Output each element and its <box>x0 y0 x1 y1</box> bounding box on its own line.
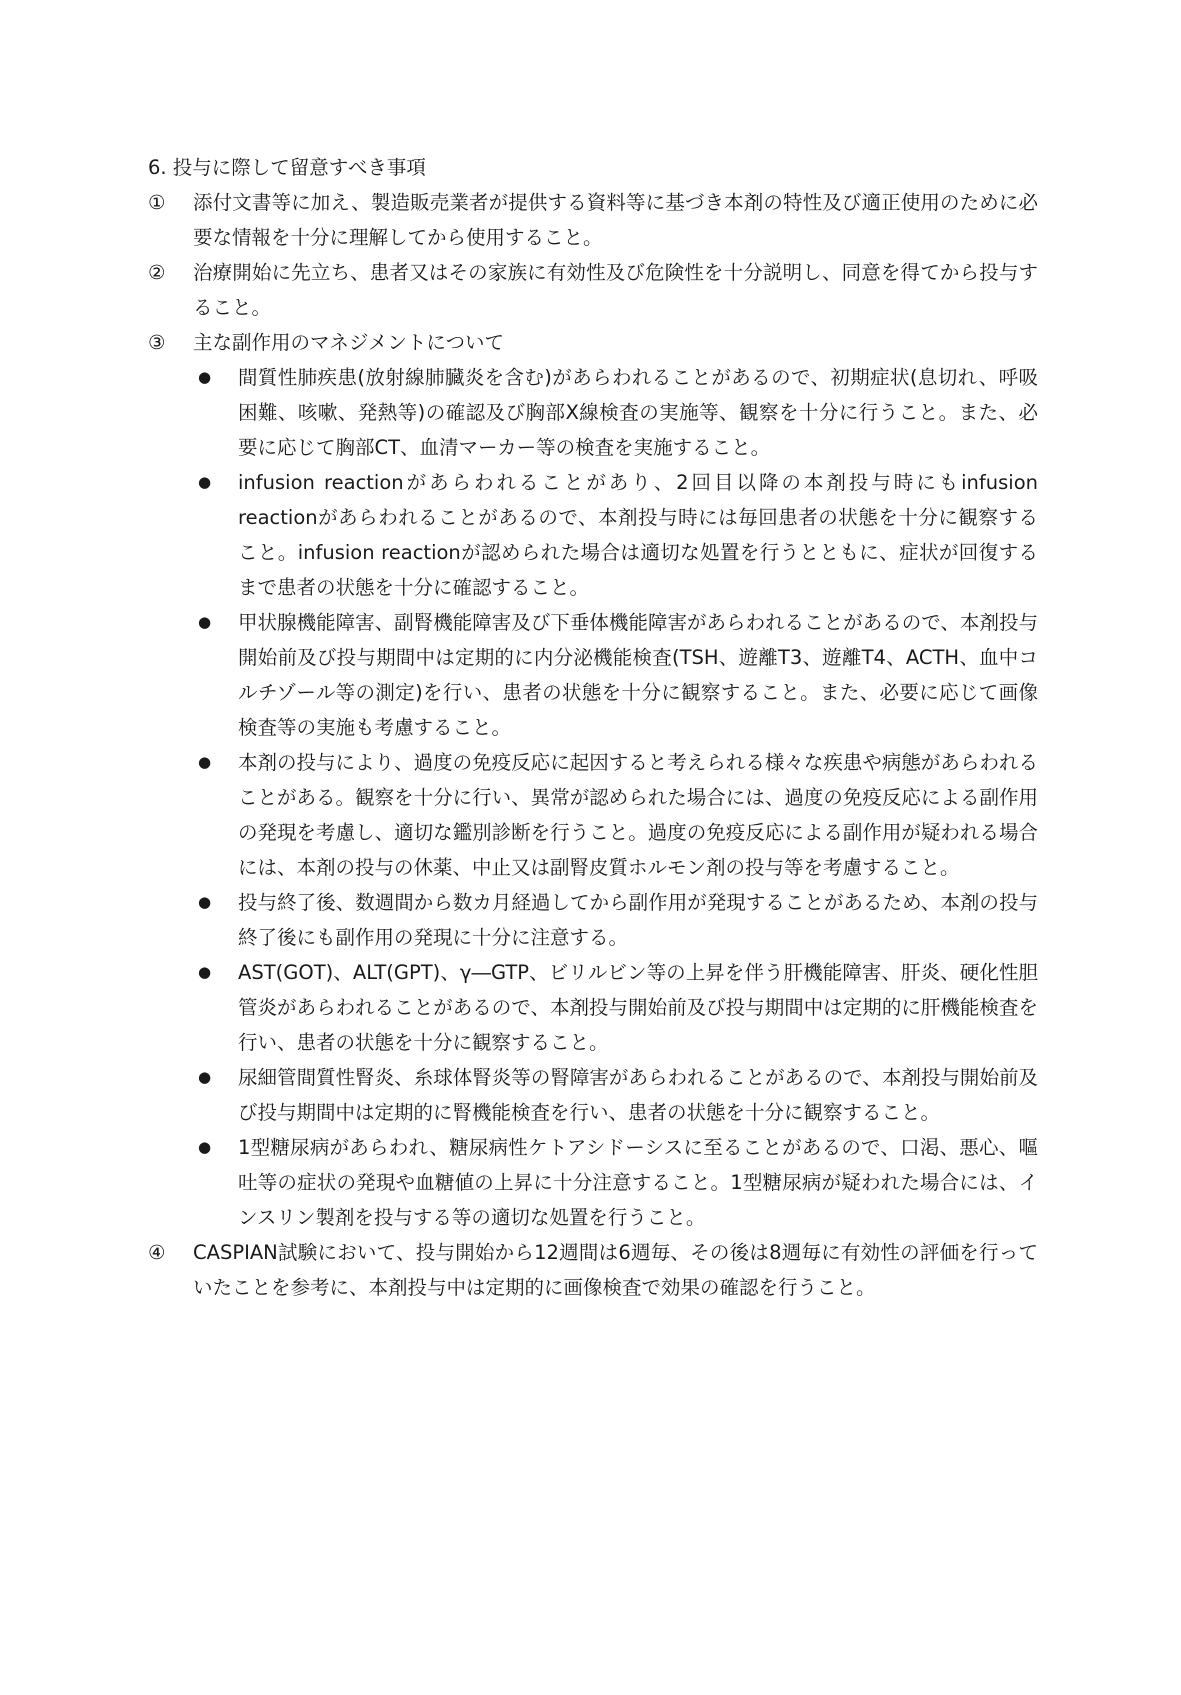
bullet-icon: ● <box>198 613 212 631</box>
bullet-list <box>193 360 1038 1235</box>
bullet-icon: ● <box>198 753 212 771</box>
bullet-icon: ● <box>198 963 212 981</box>
bullet-item <box>193 605 1038 745</box>
bullet-text: infusion reactionがあらわれることがあり、2回目以降の本剤投与時にもinfusion reactionがあらわれることがあるので、本剤投与時には毎回患者の状態を十分に観察すること。infusion reactionが認められた場合は適切な処置を行うとともに、症状が回復するまで患者の状態を十分に確認すること。 <box>238 471 1038 599</box>
bullet-text: 尿細管間質性腎炎、糸球体腎炎等の腎障害があらわれることがあるので、本剤投与開始前及び投与期間中は定期的に腎機能検査を行い、患者の状態を十分に観察すること。 <box>238 1066 1038 1124</box>
item-text: 添付文書等に加え、製造販売業者が提供する資料等に基づき本剤の特性及び適正使用のために必要な情報を十分に理解してから使用すること。 <box>193 191 1038 249</box>
bullet-text: 甲状腺機能障害、副腎機能障害及び下垂体機能障害があらわれることがあるので、本剤投与開始前及び投与期間中は定期的に内分泌機能検査(TSH、遊離T3、遊離T4、ACTH、血中コルチゾール等の測定)を行い、患者の状態を十分に観察すること。また、必要に応じて画像検査等の実施も考慮すること。 <box>238 611 1038 739</box>
item-number: ② <box>148 261 166 284</box>
numbered-item-4 <box>148 1235 1038 1305</box>
bullet-icon: ● <box>198 893 212 911</box>
item-text: 治療開始に先立ち、患者又はその家族に有効性及び危険性を十分説明し、同意を得てから投与すること。 <box>193 261 1038 319</box>
item-number: ③ <box>148 331 166 354</box>
bullet-icon: ● <box>198 368 212 386</box>
bullet-icon: ● <box>198 473 212 491</box>
bullet-item <box>193 1130 1038 1235</box>
numbered-item-1 <box>148 185 1038 255</box>
bullet-text: 間質性肺疾患(放射線肺臓炎を含む)があらわれることがあるので、初期症状(息切れ、呼吸困難、咳嗽、発熱等)の確認及び胸部X線検査の実施等、観察を十分に行うこと。また、必要に応じて胸部CT、血清マーカー等の検査を実施すること。 <box>238 366 1038 459</box>
bullet-text: 本剤の投与により、過度の免疫反応に起因すると考えられる様々な疾患や病態があらわれることがある。観察を十分に行い、異常が認められた場合には、過度の免疫反応による副作用の発現を考慮し、適切な鑑別診断を行うこと。過度の免疫反応による副作用が疑われる場合には、本剤の投与の休薬、中止又は副腎皮質ホルモン剤の投与等を考慮すること。 <box>238 751 1038 879</box>
bullet-text: 投与終了後、数週間から数カ月経過してから副作用が発現することがあるため、本剤の投与終了後にも副作用の発現に十分に注意する。 <box>238 891 1038 949</box>
bullet-item <box>193 745 1038 885</box>
bullet-text: 1型糖尿病があらわれ、糖尿病性ケトアシドーシスに至ることがあるので、口渇、悪心、嘔吐等の症状の発現や血糖値の上昇に十分注意すること。1型糖尿病が疑われた場合には、インスリン製剤を投与する等の適切な処置を行うこと。 <box>238 1136 1038 1229</box>
bullet-item <box>193 360 1038 465</box>
bullet-item <box>193 465 1038 605</box>
bullet-icon: ● <box>198 1138 212 1156</box>
section-heading: 6. 投与に際して留意すべき事項 <box>148 156 426 179</box>
item-text: CASPIAN試験において、投与開始から12週間は6週毎、その後は8週毎に有効性の評価を行っていたことを参考に、本剤投与中は定期的に画像検査で効果の確認を行うこと。 <box>193 1241 1038 1299</box>
numbered-item-3 <box>148 325 1038 1235</box>
bullet-item <box>193 885 1038 955</box>
item-number: ① <box>148 191 166 214</box>
bullet-item <box>193 1060 1038 1130</box>
bullet-item <box>193 955 1038 1060</box>
bullet-text: AST(GOT)、ALT(GPT)、γ―GTP、ビリルビン等の上昇を伴う肝機能障害、肝炎、硬化性胆管炎があらわれることがあるので、本剤投与開始前及び投与期間中は定期的に肝機能検査を行い、患者の状態を十分に観察すること。 <box>238 961 1038 1054</box>
document-body <box>148 150 1038 1305</box>
item-number: ④ <box>148 1241 166 1264</box>
numbered-item-2 <box>148 255 1038 325</box>
item-text: 主な副作用のマネジメントについて <box>193 331 505 354</box>
bullet-icon: ● <box>198 1068 212 1086</box>
